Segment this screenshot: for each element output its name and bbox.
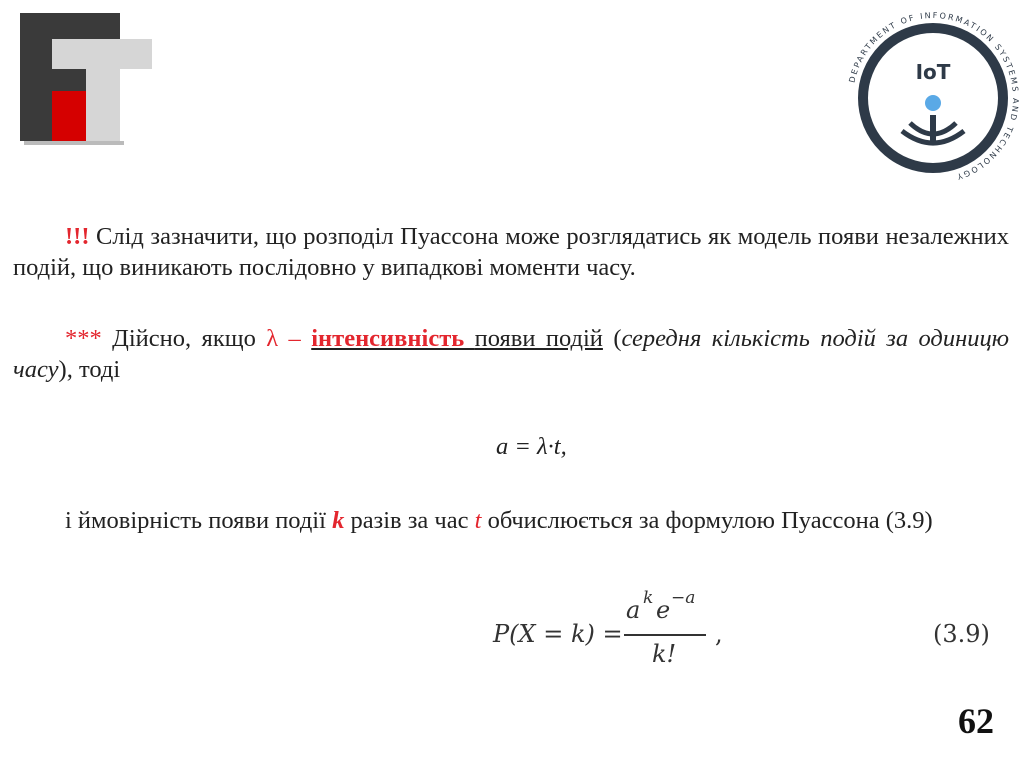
equation-a-lambda-t: a = λ·t, [496,433,567,460]
paragraph-1 [13,221,1009,283]
paragraph-2-text-2: появи подій [474,325,603,352]
formula-numerator-base: a [626,596,641,624]
formula-numerator-exp-k: k [643,588,654,608]
paragraph-2-text-1: Дійсно, якщо [101,325,267,352]
fraction-bar [624,634,706,636]
formula-trailing-comma: , [715,620,723,648]
lambda-symbol: λ – [266,325,301,352]
faculty-logo [20,13,155,148]
paragraph-3-text-1: і ймовірність появи події [65,507,333,534]
intensity-definition: середня кількість подій за одиницю часу [13,325,1010,383]
variable-t: t [474,507,482,534]
paragraph-2-text-4: ), тоді [58,356,121,383]
paragraph-2-space [301,325,311,352]
equation-number: (3.9) [933,620,990,648]
page-number: 62 [958,701,994,741]
iot-department-seal [840,5,1024,191]
paragraph-3-text-2: разів за час [344,507,475,534]
asterisk-marker: *** [65,325,102,352]
formula-numerator-exp-minus-a: −a [671,588,696,608]
paragraph-2 [13,323,1009,385]
seal-ring-text: DEPARTMENT OF INFORMATION SYSTEMS AND TECHNOLOGY [847,10,1021,182]
seal-center-label: IoT [915,60,951,84]
formula-denominator: k! [652,640,677,668]
intensity-term: інтенсивність [311,325,475,352]
paragraph-1-text: Слід зазначити, що розподіл Пуассона може розглядатись як модель появи незалежних подій, що виникають послідовно у випадкові моменти часу. [13,223,1009,281]
attention-marker: !!! [65,223,90,250]
poisson-formula [490,588,730,672]
paragraph-3 [13,505,1009,536]
paragraph-2-text-3: ( [602,325,622,352]
formula-numerator-e: e [656,596,671,624]
variable-k: k [332,507,345,534]
paragraph-3-text-3: обчислюється за формулою Пуассона (3.9) [481,507,933,534]
formula-lhs: P(X = k) = [493,620,623,648]
